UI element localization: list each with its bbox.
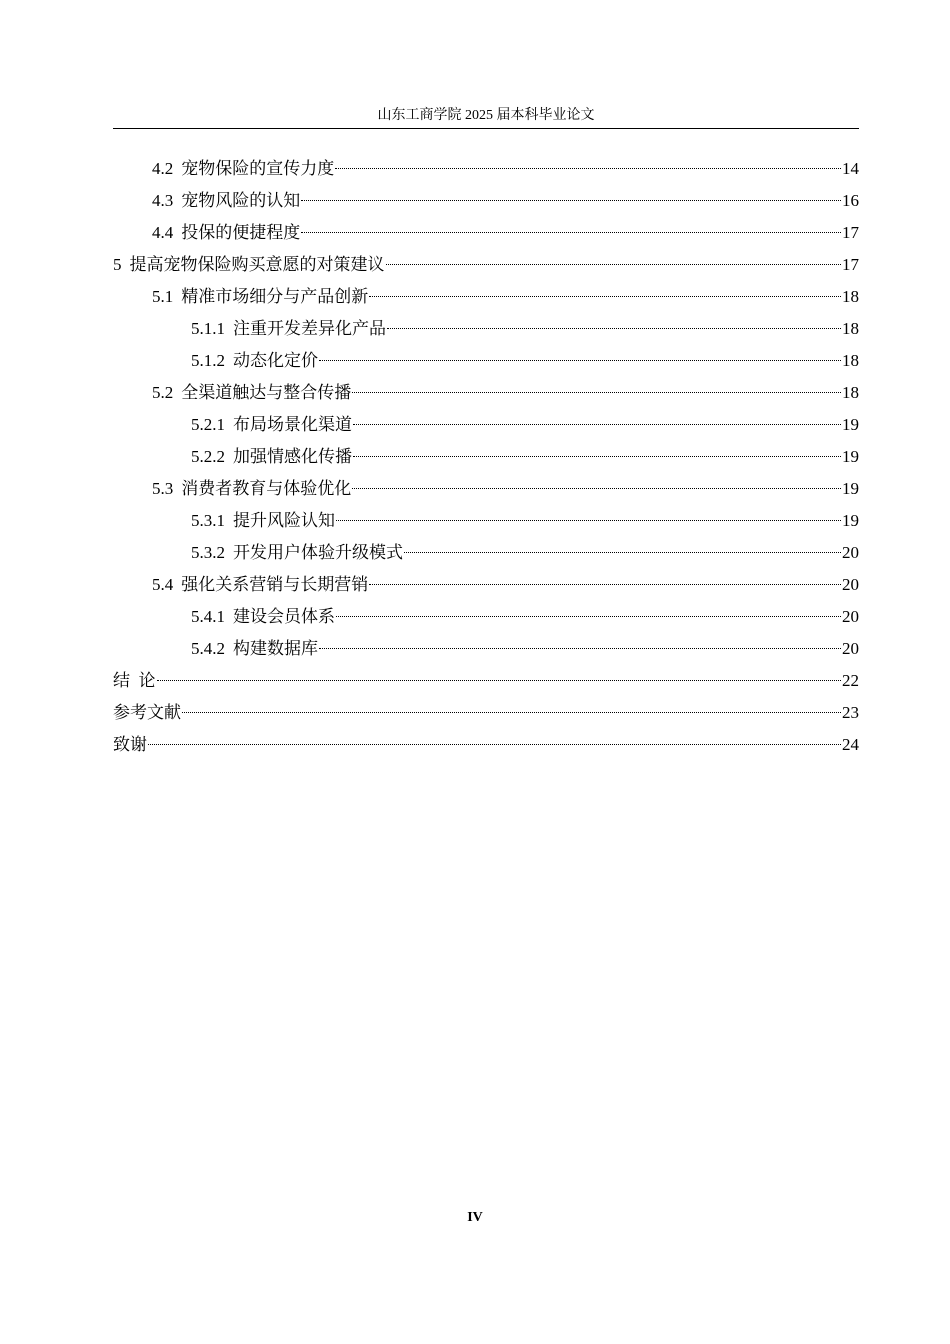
toc-entry-title: 开发用户体验升级模式 — [233, 543, 403, 562]
toc-entry[interactable] — [113, 188, 859, 220]
dot-leader — [352, 488, 841, 489]
toc-entry-number: 5.2.1 — [191, 415, 225, 434]
toc-entry-label — [191, 540, 403, 566]
toc-entry-label — [191, 348, 318, 374]
toc-entry-title: 提升风险认知 — [233, 511, 335, 530]
dot-leader — [353, 456, 841, 457]
toc-entry[interactable] — [113, 412, 859, 444]
toc-entry[interactable] — [113, 604, 859, 636]
toc-entry[interactable] — [113, 476, 859, 508]
toc-entry-title: 强化关系营销与长期营销 — [181, 575, 369, 594]
toc-entry-title: 参考文献 — [113, 703, 181, 722]
dot-leader — [157, 680, 842, 681]
toc-entry-page: 20 — [842, 575, 859, 594]
toc-entry-title: 宠物风险的认知 — [181, 191, 301, 210]
toc-entry-number: 5.1.2 — [191, 351, 225, 370]
toc-entry-page: 18 — [842, 319, 859, 338]
toc-entry-label — [113, 700, 181, 726]
toc-entry[interactable] — [113, 252, 859, 284]
dot-leader — [386, 264, 842, 265]
toc-entry-number: 5.3.2 — [191, 543, 225, 562]
dot-leader — [404, 552, 841, 553]
toc-entry-number: 5 — [113, 255, 122, 274]
toc-entry[interactable] — [113, 348, 859, 380]
toc-entry-page: 19 — [842, 479, 859, 498]
toc-entry-page: 18 — [842, 383, 859, 402]
page-header: 山东工商学院 2025 届本科毕业论文 — [377, 108, 595, 123]
dot-leader — [148, 744, 841, 745]
toc-entry-page: 18 — [842, 287, 859, 306]
toc-entry-number: 5.1 — [152, 287, 174, 306]
toc-entry-title: 构建数据库 — [233, 639, 318, 658]
toc-entry-page: 20 — [842, 607, 859, 626]
toc-entry[interactable] — [113, 732, 859, 764]
toc-entry-title: 致谢 — [113, 735, 147, 754]
toc-entry-label — [191, 316, 386, 342]
toc-entry[interactable] — [113, 380, 859, 412]
toc-entry-label — [152, 220, 300, 246]
toc-entry-title: 提高宠物保险购买意愿的对策建议 — [129, 255, 385, 274]
dot-leader — [319, 360, 841, 361]
toc-entry-page: 14 — [842, 159, 859, 178]
toc-entry-number: 5.2 — [152, 383, 174, 402]
toc-entry-number: 5.1.1 — [191, 319, 225, 338]
toc-entry-label — [191, 412, 352, 438]
dot-leader — [369, 296, 841, 297]
dot-leader — [301, 200, 841, 201]
toc-entry[interactable] — [113, 508, 859, 540]
dot-leader — [387, 328, 841, 329]
dot-leader — [182, 712, 841, 713]
toc-entry-title: 注重开发差异化产品 — [233, 319, 386, 338]
toc-entry[interactable] — [113, 668, 859, 700]
toc-entry-number: 5.3.1 — [191, 511, 225, 530]
toc-entry-page: 19 — [842, 511, 859, 530]
toc-entry-page: 22 — [842, 671, 859, 690]
toc-entry-number: 4.3 — [152, 191, 174, 210]
toc-entry-label — [152, 156, 334, 182]
toc-entry[interactable] — [113, 156, 859, 188]
toc-entry-number: 5.2.2 — [191, 447, 225, 466]
toc-entry-number: 4.2 — [152, 159, 174, 178]
page-number: IV — [467, 1210, 483, 1225]
toc-entry-label — [152, 284, 368, 310]
toc-entry-number: 5.4.2 — [191, 639, 225, 658]
toc-entry-label — [191, 444, 352, 470]
dot-leader — [369, 584, 841, 585]
toc-entry[interactable] — [113, 700, 859, 732]
toc-entry-label — [152, 572, 368, 598]
toc-entry[interactable] — [113, 220, 859, 252]
table-of-contents — [113, 156, 859, 764]
toc-entry-label — [152, 380, 351, 406]
toc-entry-label — [113, 668, 156, 694]
toc-entry[interactable] — [113, 636, 859, 668]
toc-entry-title: 布局场景化渠道 — [233, 415, 352, 434]
toc-entry-page: 17 — [842, 223, 859, 242]
dot-leader — [335, 168, 841, 169]
toc-entry-page: 19 — [842, 415, 859, 434]
toc-entry-label — [152, 476, 351, 502]
toc-entry-number: 5.3 — [152, 479, 174, 498]
toc-entry-title: 精准市场细分与产品创新 — [181, 287, 369, 306]
toc-entry-label — [191, 604, 335, 630]
toc-entry[interactable] — [113, 572, 859, 604]
dot-leader — [352, 392, 841, 393]
toc-entry-page: 23 — [842, 703, 859, 722]
dot-leader — [301, 232, 841, 233]
toc-entry-page: 24 — [842, 735, 859, 754]
toc-entry-title: 宠物保险的宣传力度 — [181, 159, 335, 178]
toc-entry-title: 消费者教育与体验优化 — [181, 479, 352, 498]
toc-entry-label — [113, 732, 147, 758]
toc-entry-page: 20 — [842, 639, 859, 658]
toc-entry-page: 17 — [842, 255, 859, 274]
dot-leader — [353, 424, 841, 425]
toc-entry-title: 动态化定价 — [233, 351, 318, 370]
toc-entry-number: 4.4 — [152, 223, 174, 242]
toc-entry-number: 5.4.1 — [191, 607, 225, 626]
toc-entry[interactable] — [113, 444, 859, 476]
toc-entry-title: 全渠道触达与整合传播 — [181, 383, 352, 402]
dot-leader — [336, 520, 841, 521]
toc-entry-title: 结 论 — [113, 671, 156, 690]
dot-leader — [319, 648, 841, 649]
dot-leader — [336, 616, 841, 617]
toc-entry-label — [152, 188, 300, 214]
toc-entry-label — [113, 252, 385, 278]
toc-entry-page: 18 — [842, 351, 859, 370]
toc-entry[interactable] — [113, 316, 859, 348]
toc-entry-title: 加强情感化传播 — [233, 447, 352, 466]
toc-entry-title: 投保的便捷程度 — [181, 223, 301, 242]
toc-entry[interactable] — [113, 284, 859, 316]
toc-entry-page: 20 — [842, 543, 859, 562]
toc-entry[interactable] — [113, 540, 859, 572]
toc-entry-label — [191, 636, 318, 662]
toc-entry-title: 建设会员体系 — [233, 607, 335, 626]
header-divider — [113, 128, 859, 129]
toc-entry-page: 19 — [842, 447, 859, 466]
toc-entry-number: 5.4 — [152, 575, 174, 594]
toc-entry-page: 16 — [842, 191, 859, 210]
toc-entry-label — [191, 508, 335, 534]
